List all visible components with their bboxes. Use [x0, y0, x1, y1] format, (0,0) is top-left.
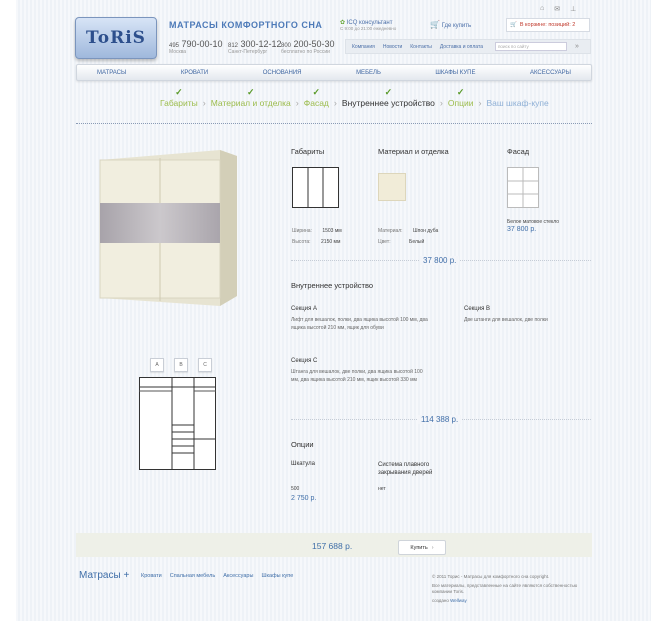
- facade-value: Белое матовое стекло: [507, 219, 560, 225]
- width-row: Ширина: 1503 мм: [292, 228, 342, 234]
- facade-title: Фасад: [507, 147, 530, 156]
- section-c: Секция C Штанга для вешалок, две полки, два ящика высотой 100 мм, два ящика высотой 210 мм, ящик высотой 330 мм: [291, 358, 423, 383]
- home-icon[interactable]: ⌂: [540, 5, 545, 12]
- developer-link[interactable]: Wellway: [450, 598, 467, 603]
- footer-links: [141, 573, 293, 579]
- subnav-delivery[interactable]: Доставка и оплата: [439, 43, 483, 50]
- subnav-contacts[interactable]: Контакты: [410, 43, 432, 50]
- option-soft-close-value: нет: [378, 486, 386, 492]
- basket-icon: 🛒: [510, 22, 517, 28]
- logo-text: ToRiS: [86, 28, 146, 48]
- dimensions-thumb: [292, 167, 339, 208]
- chevron-right-icon: ›: [202, 98, 206, 108]
- footer-link-wardrobes[interactable]: Шкафы купе: [261, 573, 294, 579]
- menu-item-accessories[interactable]: АКСЕССУАРЫ: [529, 69, 571, 76]
- tagline: МАТРАСЫ КОМФОРТНОГО СНА: [169, 20, 323, 30]
- wizard-steps: [160, 87, 592, 108]
- interior-title: Внутреннее устройство: [291, 281, 374, 290]
- subnav-company[interactable]: Компания: [352, 43, 375, 50]
- menu-item-mattresses[interactable]: МАТРАСЫ: [97, 69, 127, 76]
- chevron-right-icon: ›: [295, 98, 299, 108]
- subnav: [345, 39, 591, 54]
- tab-section-b[interactable]: B: [174, 358, 188, 372]
- search-button[interactable]: »: [575, 43, 579, 50]
- wardrobe-image: [92, 146, 237, 306]
- option-box-price: 2 750 р.: [291, 495, 317, 502]
- chevron-right-icon: ›: [439, 98, 443, 108]
- option-box-value: 500: [291, 486, 300, 492]
- sitemap-icon[interactable]: ⊥: [570, 6, 577, 13]
- wardrobe-scheme: [139, 377, 216, 470]
- copyright: © 2011 Торис - Матрасы для комфортного сна copyright. Все материалы, представленные на сайте являются собственностью компании Toris. создано Wellway: [432, 574, 578, 603]
- menu-item-beds[interactable]: КРОВАТИ: [180, 69, 209, 76]
- material-title: Материал и отделка: [378, 147, 449, 156]
- subtotal-price-2: 114 388 р.: [418, 415, 461, 424]
- top-icons: [540, 5, 576, 13]
- chevron-right-icon: ›: [478, 98, 482, 108]
- flower-icon: ✿: [340, 20, 346, 26]
- step-dimensions[interactable]: ✓ Габариты: [160, 87, 198, 108]
- check-icon: ✓: [312, 87, 321, 97]
- chevron-right-icon: ›: [333, 98, 337, 108]
- check-icon: ✓: [384, 87, 393, 97]
- total-price: 157 688 р.: [312, 541, 353, 551]
- step-facade[interactable]: ✓ Фасад: [303, 87, 329, 108]
- check-icon: ✓: [246, 87, 255, 97]
- color-row: Цвет: Белый: [378, 239, 425, 245]
- dimensions-title: Габариты: [291, 147, 325, 156]
- main-menu: [76, 64, 592, 81]
- footer-link-accessories[interactable]: Аксессуары: [223, 573, 254, 579]
- menu-item-bases[interactable]: ОСНОВАНИЯ: [262, 69, 302, 76]
- tab-section-a[interactable]: A: [150, 358, 164, 372]
- material-swatch: [378, 173, 406, 201]
- menu-item-wardrobes[interactable]: ШКАФЫ КУПЕ: [435, 69, 476, 76]
- facade-thumb: [507, 167, 539, 208]
- phone-russia: 800 200-50-30 бесплатно по России: [281, 39, 335, 55]
- divider: [76, 123, 592, 124]
- icq-consultant-link[interactable]: ✿ ICQ консультант С 9:00 до 21:00 ежедневно: [340, 20, 397, 31]
- search-input[interactable]: поиск по сайту: [495, 42, 567, 51]
- menu-item-furniture[interactable]: МЕБЕЛЬ: [356, 69, 381, 76]
- subnav-news[interactable]: Новости: [382, 43, 403, 50]
- footer-link-bedroom[interactable]: Спальная мебель: [169, 573, 216, 579]
- step-interior[interactable]: ✓ Внутреннее устройство: [341, 87, 435, 108]
- scheme-tabs: [150, 358, 212, 372]
- where-to-buy-link[interactable]: 🛒 Где купить: [430, 20, 472, 29]
- option-soft-close: Система плавного закрывания дверей: [378, 462, 433, 476]
- step-your-wardrobe[interactable]: Ваш шкаф-купе: [486, 98, 549, 108]
- mail-icon[interactable]: ✉: [554, 6, 561, 13]
- footer-link-beds[interactable]: Кровати: [141, 573, 162, 579]
- facade-price: 37 800 р.: [507, 226, 537, 233]
- step-material[interactable]: ✓ Материал и отделка: [210, 87, 291, 108]
- subtotal-price-1: 37 800 р.: [420, 256, 459, 265]
- check-icon: ✓: [456, 87, 465, 97]
- footer-brand[interactable]: Матрасы +: [79, 570, 130, 581]
- height-row: Высота: 2150 мм: [292, 239, 341, 245]
- material-row: Материал: Шпон дуба: [378, 228, 439, 234]
- cart-icon: 🛒: [430, 20, 440, 29]
- phone-spb: 812 300-12-12 Санкт-Петербург: [228, 39, 282, 55]
- chevron-right-icon: ›: [431, 544, 434, 551]
- section-a: Секция A Лифт для вешалок, полки, два ящика высотой 100 мм, два ящика высотой 210 мм, ящик для обуви: [291, 306, 428, 331]
- buy-button[interactable]: Купить ›: [398, 540, 446, 555]
- step-options[interactable]: ✓ Опции: [447, 87, 474, 108]
- tab-section-c[interactable]: C: [198, 358, 212, 372]
- logo[interactable]: [75, 17, 157, 59]
- option-box: Шкатула: [291, 461, 315, 467]
- check-icon: ✓: [175, 87, 183, 97]
- phone-moscow: 495 790-00-10 Москва: [169, 39, 223, 55]
- section-b: Секция B Две штанги для вешалок, две полки: [464, 306, 548, 323]
- options-title: Опции: [291, 440, 314, 449]
- cart-summary[interactable]: 🛒 В корзине: позиций: 2: [506, 18, 590, 32]
